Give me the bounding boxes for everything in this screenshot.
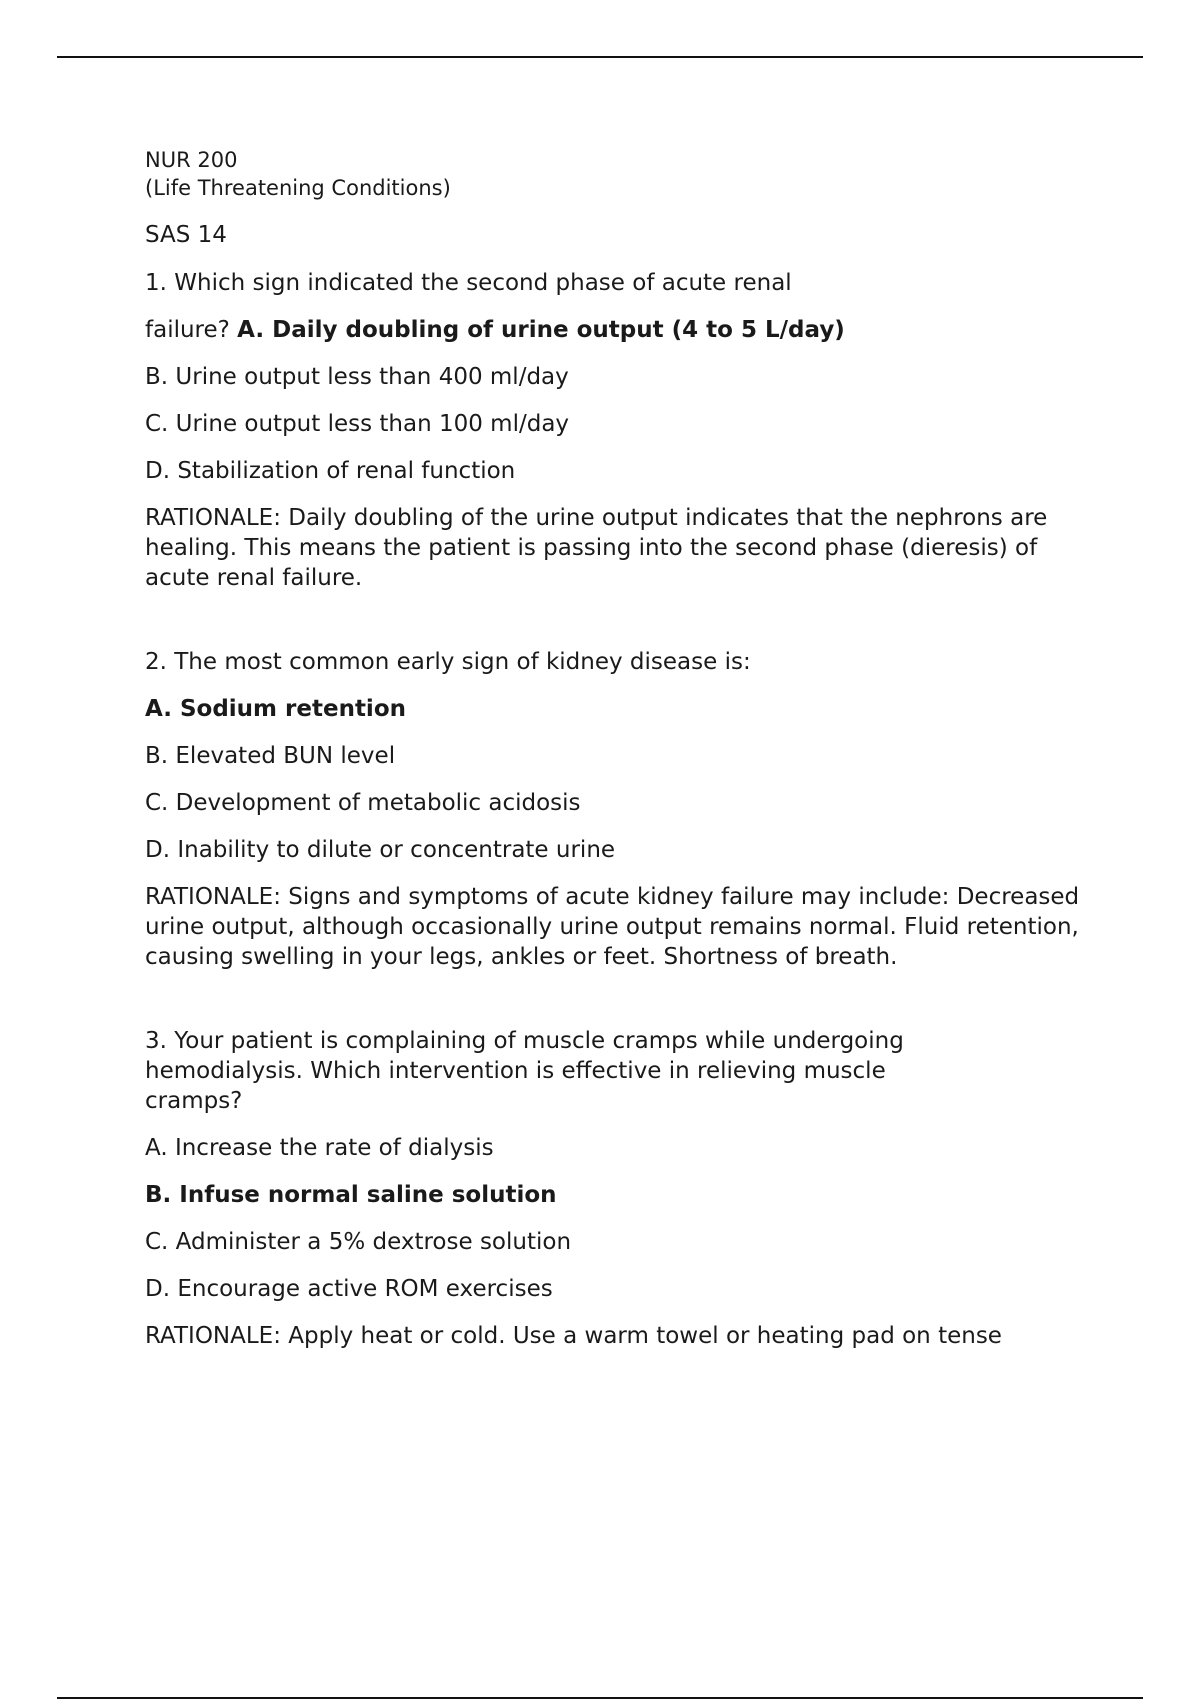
question-1-option-a-correct: A. Daily doubling of urine output (4 to 5 L/day): [237, 317, 845, 343]
question-1-option-d: D. Stabilization of renal function: [145, 458, 516, 484]
question-2-prompt: 2. The most common early sign of kidney disease is:: [145, 649, 751, 675]
question-3: [145, 1026, 1105, 1351]
header-rule: [57, 56, 1143, 58]
footer-rule: [57, 1697, 1143, 1699]
question-1-option-b: B. Urine output less than 400 ml/day: [145, 364, 569, 390]
question-1-prompt: 1. Which sign indicated the second phase of acute renal: [145, 270, 792, 296]
question-2-option-c: C. Development of metabolic acidosis: [145, 790, 581, 816]
question-3-option-c: C. Administer a 5% dextrose solution: [145, 1229, 572, 1255]
question-3-option-a: A. Increase the rate of dialysis: [145, 1135, 494, 1161]
course-subtitle: (Life Threatening Conditions): [145, 176, 451, 200]
question-3-prompt: 3. Your patient is complaining of muscle cramps while undergoing hemodialysis. Which intervention is effective in relieving muscle cramps?: [145, 1028, 904, 1114]
section-title: SAS 14: [145, 222, 227, 248]
question-2-option-a-correct: A. Sodium retention: [145, 696, 406, 722]
question-1-option-c: C. Urine output less than 100 ml/day: [145, 411, 570, 437]
document-body: [145, 146, 1105, 1351]
question-3-option-b-correct: B. Infuse normal saline solution: [145, 1182, 557, 1208]
question-2-option-d: D. Inability to dilute or concentrate urine: [145, 837, 616, 863]
question-1-prompt-continued: [145, 315, 1105, 345]
question-3-option-d: D. Encourage active ROM exercises: [145, 1276, 553, 1302]
question-1-rationale: RATIONALE: Daily doubling of the urine output indicates that the nephrons are healing. This means the patient is passing into the second phase (dieresis) of acute renal failure.: [145, 505, 1048, 591]
course-code: NUR 200: [145, 148, 238, 172]
question-2-rationale: RATIONALE: Signs and symptoms of acute kidney failure may include: Decreased urine output, although occasionally urine output remains normal. Fluid retention, causing swelling in your legs, ankles or feet. Shortness of breath.: [145, 884, 1080, 970]
question-2: [145, 647, 1105, 972]
question-3-rationale: RATIONALE: Apply heat or cold. Use a warm towel or heating pad on tense: [145, 1323, 1002, 1349]
question-1-prompt-end: failure?: [145, 317, 230, 343]
question-1: [145, 268, 1105, 593]
question-2-option-b: B. Elevated BUN level: [145, 743, 396, 769]
